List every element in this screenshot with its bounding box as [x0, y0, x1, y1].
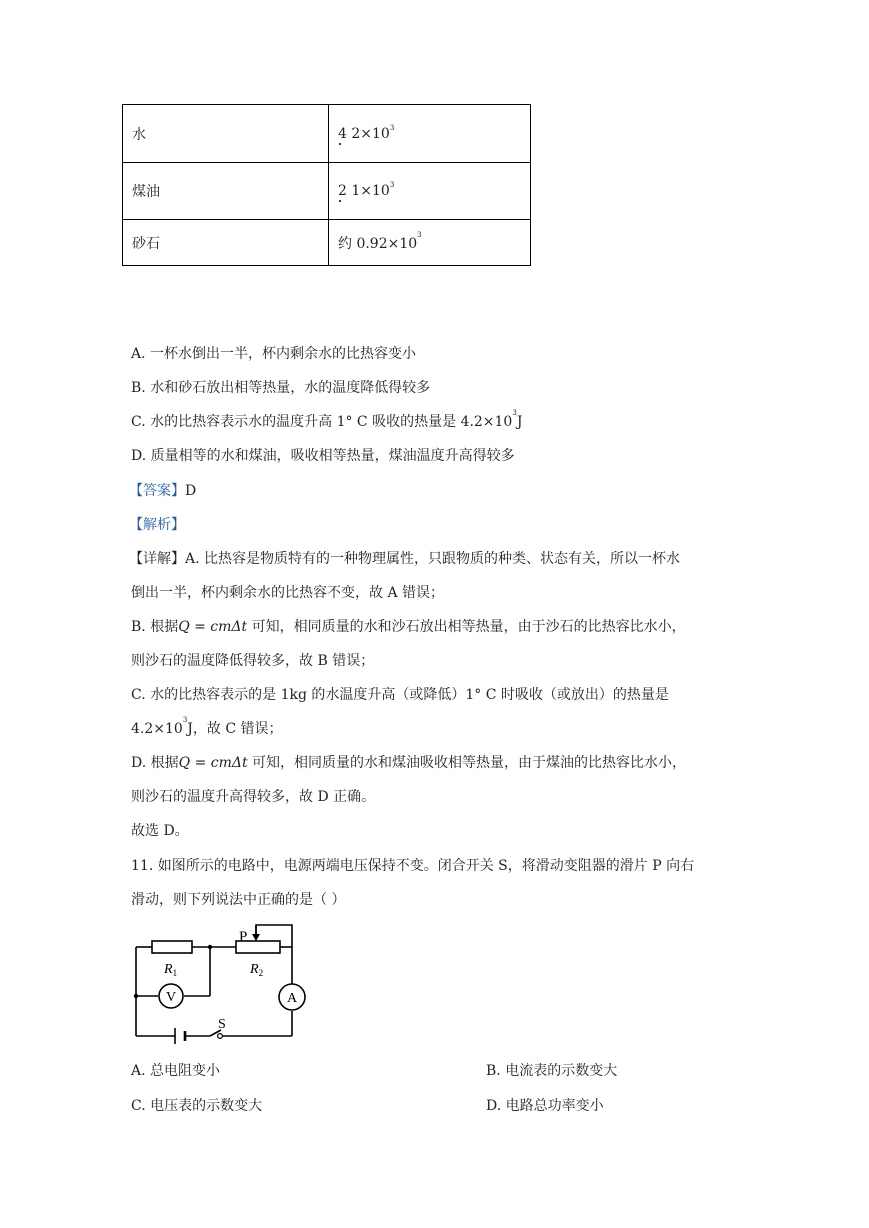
- value-text: 2 1×10: [338, 183, 390, 199]
- detail-b-line-1: [131, 616, 686, 636]
- formula: Q = cmΔt: [178, 619, 248, 635]
- option-c-exponent: 3: [512, 409, 517, 417]
- q11-stem-line-1: 11. 如图所示的电路中，电源两端电压保持不变。闭合开关 S，将滑动变阻器的滑片 P 向右: [131, 858, 695, 874]
- c-line2-pre: 4.2×10: [131, 721, 183, 737]
- r2-label: [249, 962, 263, 978]
- r1-letter: R: [164, 962, 173, 977]
- value-text: 约 0.92×10: [338, 235, 418, 252]
- q11-option-b: B. 电流表的示数变大: [486, 1063, 618, 1079]
- slider-label: P: [239, 929, 248, 945]
- b-prefix: B. 根据: [131, 619, 179, 635]
- q11-option-d: D. 电路总功率变小: [486, 1098, 604, 1114]
- detail-d-line-2: 则沙石的温度升高得较多，故 D 正确。: [131, 789, 376, 805]
- r1-label: [163, 962, 177, 978]
- q11-stem-line-2: 滑动，则下列说法中正确的是（ ）: [131, 892, 346, 908]
- junction-dot: [208, 945, 212, 949]
- c-line2-post: J，故 C 错误；: [187, 721, 283, 737]
- q10-option-d: D. 质量相等的水和煤油，吸收相等热量，煤油温度升高得较多: [131, 448, 515, 464]
- detail-c-line-2: [131, 718, 283, 738]
- junction-dot: [134, 994, 138, 998]
- q11-option-a: A. 总电阻变小: [131, 1063, 221, 1079]
- value-cell: [329, 163, 531, 220]
- option-c-unit: J: [516, 414, 523, 430]
- circuit-diagram: [128, 920, 324, 1044]
- value-exponent: 3: [389, 123, 395, 132]
- detail-b-line-2: 则沙石的温度降低得较多，故 B 错误；: [131, 653, 375, 669]
- value-cell: [329, 220, 531, 266]
- table-row: [123, 163, 531, 220]
- answer-value: D: [185, 483, 197, 499]
- answer-line: [129, 480, 196, 500]
- analysis-label: [129, 514, 185, 534]
- ammeter-label: A: [286, 991, 298, 1006]
- r2-letter: R: [250, 962, 259, 977]
- value-exponent: 3: [417, 230, 422, 239]
- slider-arrow: [252, 934, 260, 941]
- detail-text: A. 比热容是物质特有的一种物理属性，只跟物质的种类、状态有关，所以一杯水: [185, 551, 681, 567]
- b-suffix: 可知，相同质量的水和沙石放出相等热量，由于沙石的比热容比水小，: [247, 619, 686, 635]
- answer-label: 【答案】: [129, 483, 185, 499]
- substance-cell: 煤油: [123, 163, 329, 220]
- formula: Q = cmΔt: [178, 755, 248, 771]
- detail-c-line-1: C. 水的比热容表示的是 1kg 的水温度升高（或降低）1° C 时吸收（或放出）的热量是: [131, 687, 669, 703]
- q10-option-b: B. 水和砂石放出相等热量，水的温度降低得较多: [131, 380, 431, 396]
- detail-line-1: [129, 548, 680, 568]
- r1-subscript: 1: [172, 968, 178, 978]
- value-exponent: 3: [389, 181, 395, 189]
- table-row: [123, 105, 531, 163]
- detail-line-2: 倒出一半，杯内剩余水的比热容不变，故 A 错误；: [131, 585, 445, 601]
- q11-option-c: C. 电压表的示数变大: [131, 1098, 263, 1114]
- voltmeter-label: V: [165, 990, 177, 1005]
- resistor-r1: [152, 941, 192, 953]
- analysis-bracket: 【解析】: [129, 517, 185, 533]
- q10-option-a: A. 一杯水倒出一半，杯内剩余水的比热容变小: [131, 346, 417, 362]
- conclusion: 故选 D。: [131, 823, 189, 839]
- substance-cell: 水: [123, 105, 329, 163]
- substance-cell: 砂石: [123, 220, 329, 266]
- value-cell: [329, 105, 531, 163]
- specific-heat-table: [122, 104, 531, 266]
- switch-contact: [218, 1034, 223, 1039]
- table-row: [123, 220, 531, 266]
- detail-d-line-1: [131, 752, 686, 772]
- value-text: 4 2×10: [338, 125, 390, 142]
- q10-option-c: [131, 411, 522, 431]
- c-line2-exponent: 3: [182, 716, 188, 724]
- option-c-text: C. 水的比热容表示水的温度升高 1° C 吸收的热量是 4.2×10: [131, 414, 513, 430]
- switch-label: S: [218, 1017, 226, 1032]
- detail-label: 【详解】: [129, 551, 185, 567]
- d-suffix: 可知，相同质量的水和煤油吸收相等热量，由于煤油的比热容比水小，: [247, 755, 687, 771]
- r2-subscript: 2: [258, 968, 264, 978]
- d-prefix: D. 根据: [131, 755, 179, 771]
